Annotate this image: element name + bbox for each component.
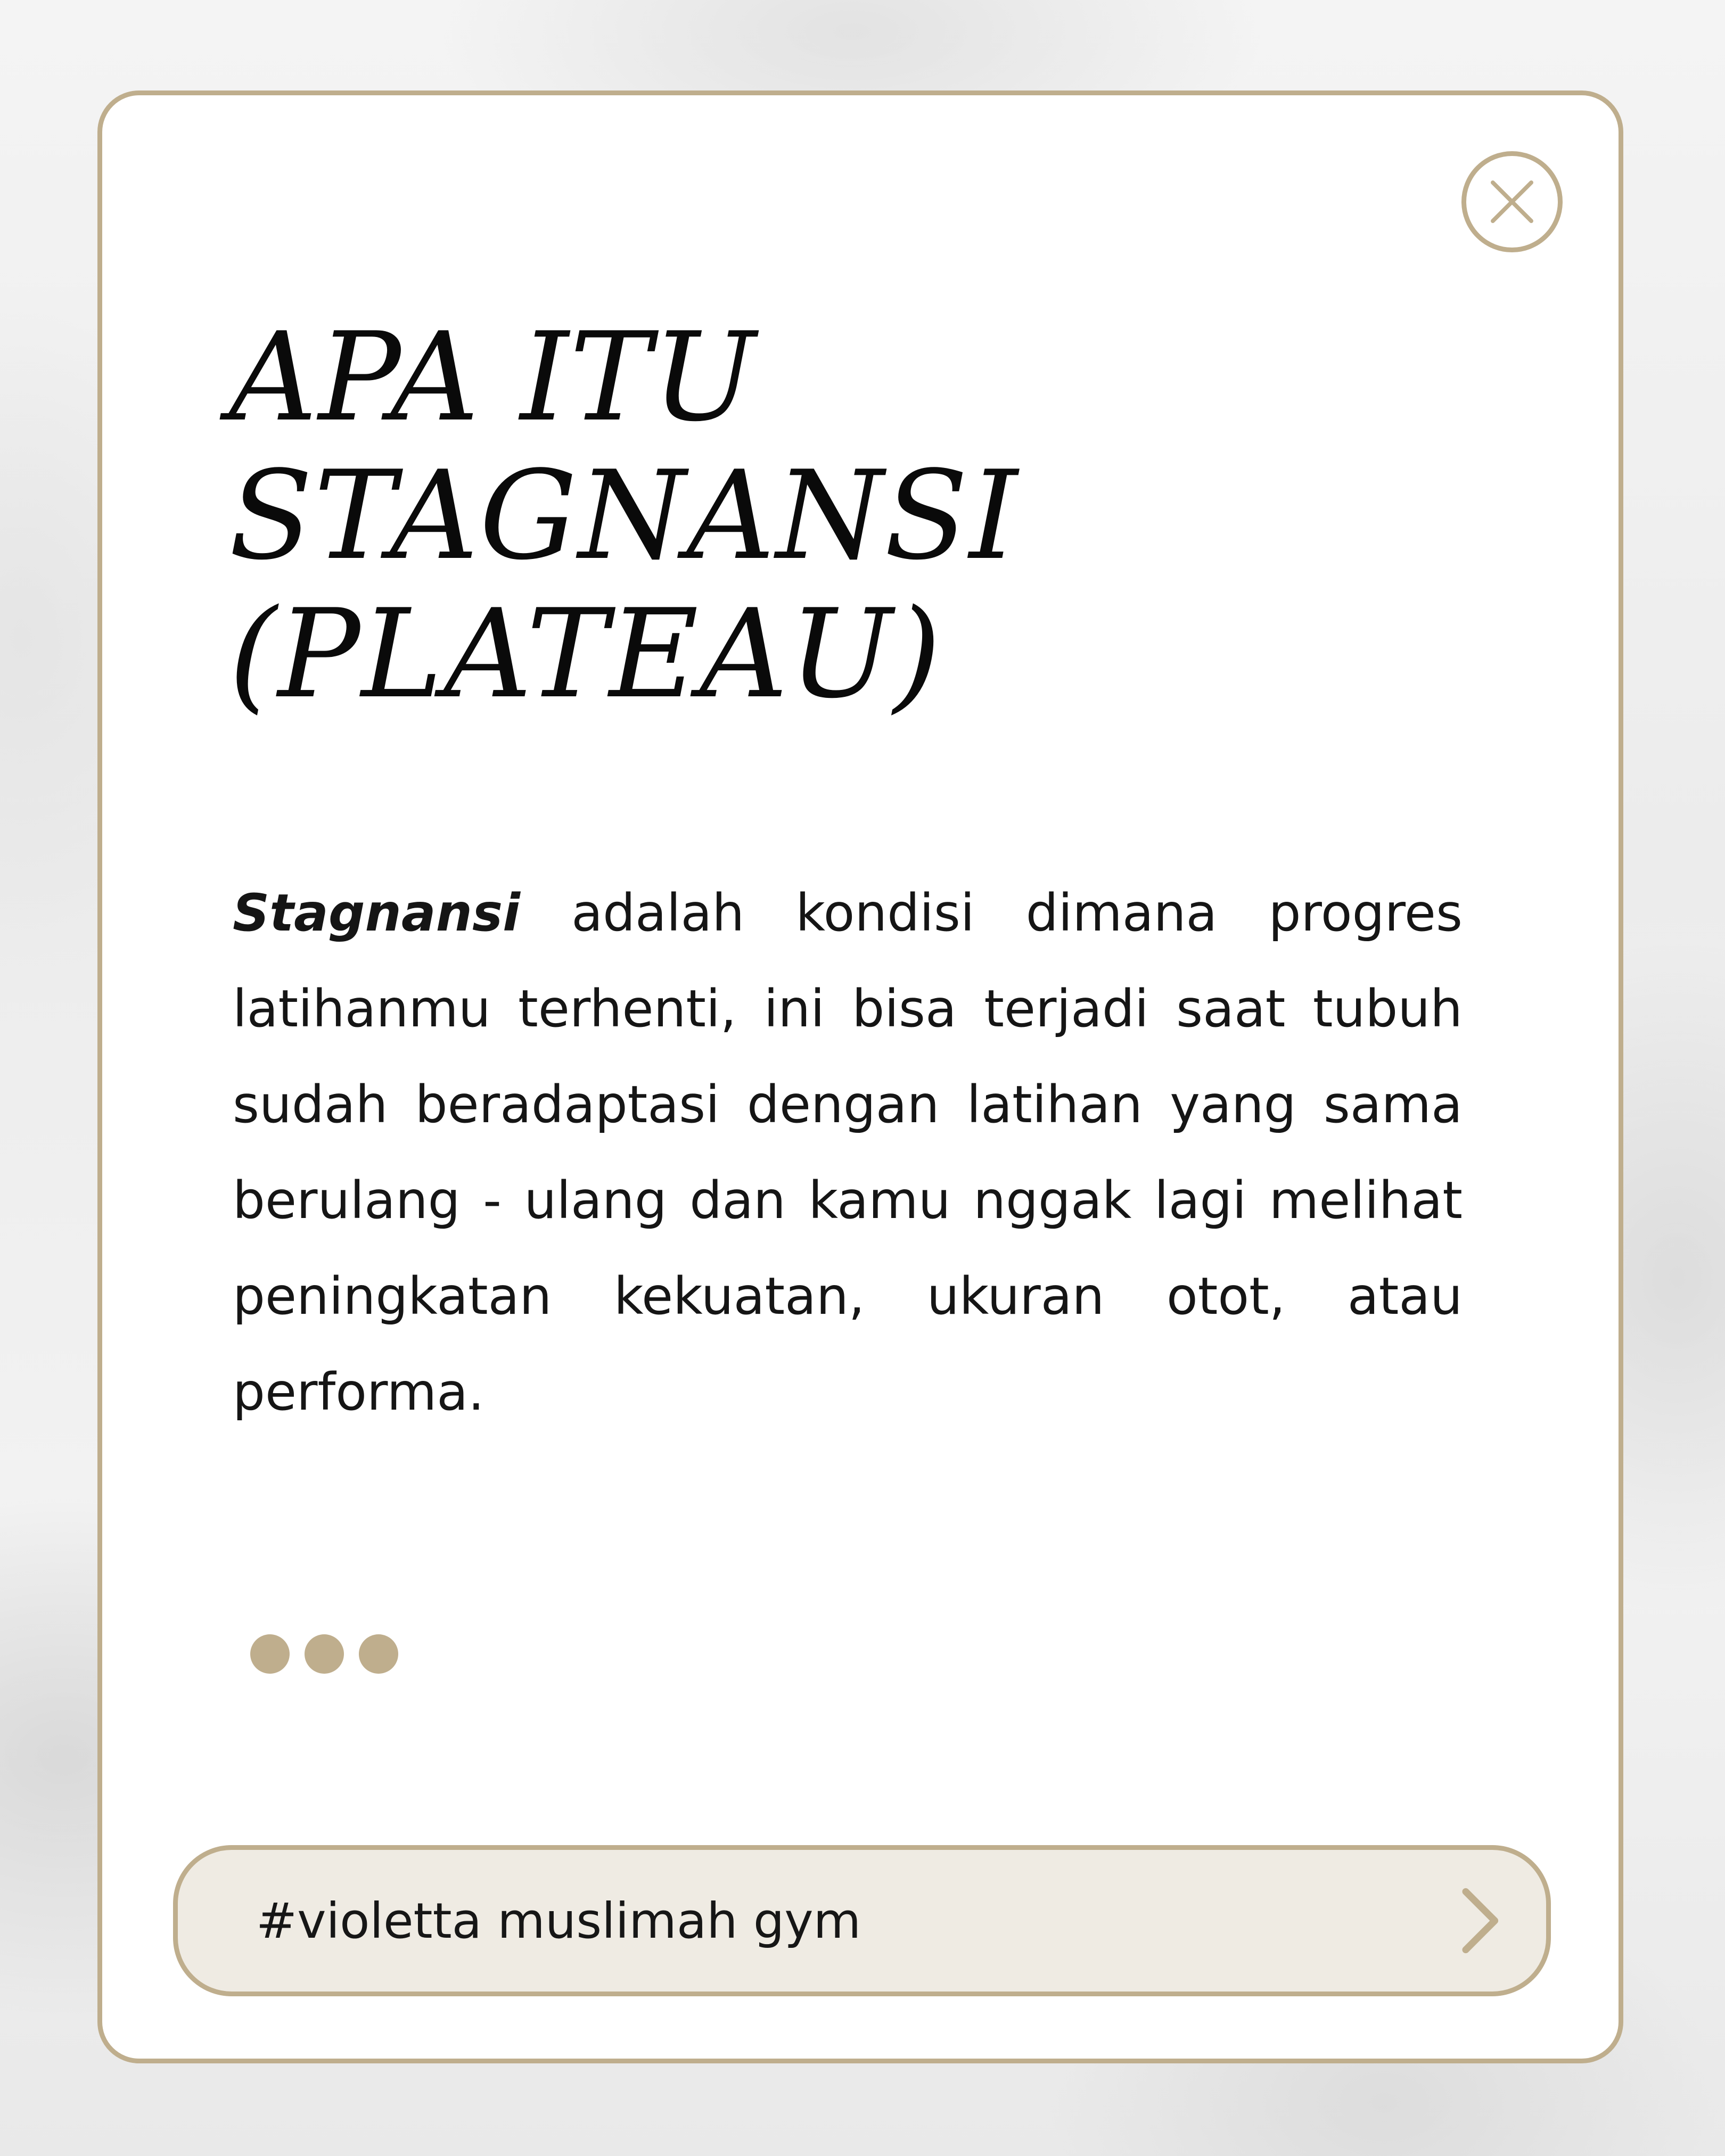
title-line-2: STAGNANSI (229, 445, 1019, 587)
description-text: adalah kondisi dimana progres latihanmu terhenti, ini bisa terjadi saat tubuh sudah beradaptasi dengan latihan yang sama berulang - ulang dan kamu nggak lagi melihat peningkatan kekuatan, ukuran otot, atau performa. (233, 883, 1463, 1422)
page-title (229, 309, 1018, 724)
close-button[interactable] (1461, 151, 1563, 252)
hashtag-link-bar[interactable] (173, 1845, 1551, 1996)
close-icon (1489, 179, 1535, 225)
description-emphasis: Stagnansi (233, 883, 521, 943)
dot (250, 1634, 290, 1674)
hashtag-label: #violetta muslimah gym (256, 1892, 861, 1949)
dot (305, 1634, 344, 1674)
description-paragraph (233, 865, 1463, 1440)
title-line-1: APA ITU (229, 307, 757, 449)
more-dots-icon (250, 1634, 398, 1674)
dot (359, 1634, 398, 1674)
chevron-right-icon (1456, 1886, 1504, 1955)
title-line-3: (PLATEAU) (229, 583, 942, 726)
